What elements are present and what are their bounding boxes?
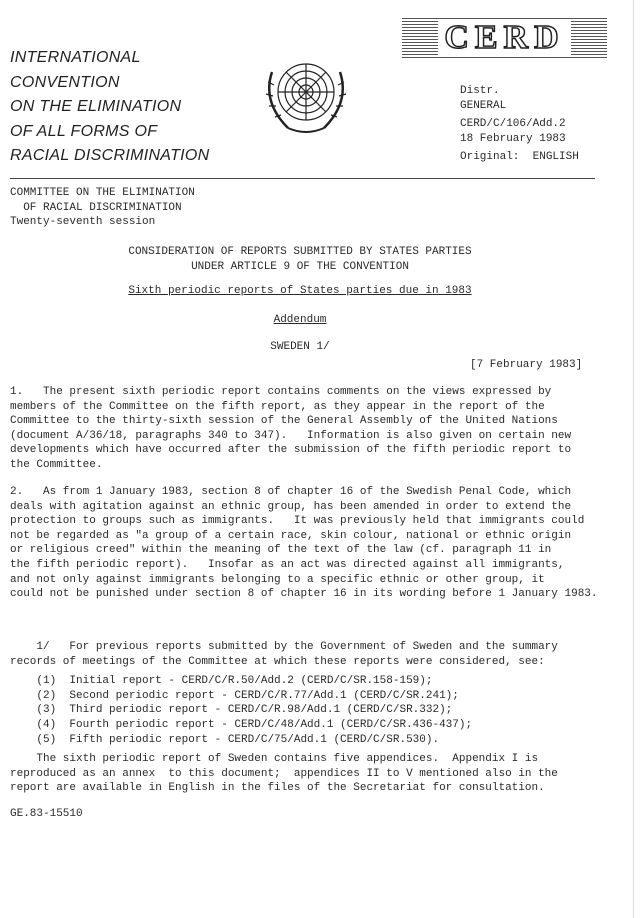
country-heading: SWEDEN 1/	[270, 341, 330, 354]
document-symbol: CERD/C/106/Add.2	[460, 118, 566, 131]
text-line: members of the Committee on the fifth report, as they appear in the report of the	[10, 400, 545, 413]
distribution-label: Distr.	[460, 85, 500, 97]
subtitle: Sixth periodic reports of States parties due in 1983	[128, 285, 472, 298]
report-title	[0, 245, 600, 355]
received-date: [7 February 1983]	[470, 359, 583, 371]
title-line: UNDER ARTICLE 9 OF THE CONVENTION	[191, 260, 409, 273]
paragraph-1	[10, 385, 571, 473]
original-language: Original: ENGLISH	[460, 151, 579, 164]
job-number: GE.83-15510	[10, 808, 83, 820]
title-line: OF ALL FORMS OF	[10, 122, 158, 140]
text-line: (document A/36/18, paragraphs 340 to 347). Information is also given on certain new	[10, 429, 572, 442]
text-line: reproduced as an annex to this document; appendices II to V mentioned also in the	[10, 767, 558, 780]
convention-title	[10, 46, 210, 169]
committee-line: COMMITTEE ON THE ELIMINATION	[10, 187, 195, 199]
text-line: developments which have occurred after the submission of the fifth periodic report to	[10, 444, 572, 457]
text-line: deals with agitation against an ethnic group, has been amended in order to extend the	[10, 500, 572, 513]
text-line: not be regarded as "a group of a certain race, skin colour, national or ethnic origin	[10, 529, 572, 542]
text-line: The sixth periodic report of Sweden contains five appendices. Appendix I is	[10, 753, 539, 766]
committee-block	[10, 186, 195, 230]
text-line: Committee to the thirty-sixth session of the General Assembly of the United Nations	[10, 415, 558, 428]
text-line: protection to groups such as immigrants. It was previously held that immigrants could	[10, 515, 585, 528]
list-item: (5) Fifth periodic report - CERD/C/75/Add.1 (CERD/C/SR.530).	[10, 733, 440, 746]
title-line: RACIAL DISCRIMINATION	[10, 147, 210, 164]
header-divider	[10, 178, 595, 179]
footnote	[10, 640, 558, 796]
text-line: could not be punished under section 8 of chapter 16 in its wording before 1 January 1983.	[10, 588, 598, 601]
text-line: or religious creed" within the meaning of the text of the law (cf. paragraph 11 in	[10, 544, 552, 557]
text-line: the fifth periodic report). Insofar as an act was directed against all immigrants,	[10, 558, 565, 571]
title-line: ON THE ELIMINATION	[10, 98, 182, 115]
text-line: report are available in English in the files of the Secretariat for consultation.	[10, 782, 545, 795]
text-line: 1/ For previous reports submitted by the Government of Sweden and the summary	[10, 641, 558, 653]
text-line: 1. The present sixth periodic report contains comments on the views expressed by	[10, 386, 552, 398]
title-line: INTERNATIONAL	[10, 49, 141, 66]
committee-line: OF RACIAL DISCRIMINATION	[10, 201, 182, 214]
title-line: CONSIDERATION OF REPORTS SUBMITTED BY STATES PARTIES	[128, 246, 472, 258]
addendum-label: Addendum	[273, 313, 327, 326]
logo-text: CERD	[438, 20, 570, 56]
list-item: (3) Third periodic report - CERD/C/R.98/Add.1 (CERD/C/SR.332);	[10, 704, 453, 717]
text-line: records of meetings of the Committee at which these reports were considered, see:	[10, 655, 545, 668]
title-line: CONVENTION	[10, 73, 120, 91]
document-meta	[460, 84, 579, 165]
text-line: the Committee.	[10, 458, 103, 471]
list-item: (2) Second periodic report - CERD/C/R.77/Add.1 (CERD/C/SR.241);	[10, 689, 459, 702]
page-edge	[633, 0, 634, 918]
list-item: (4) Fourth periodic report - CERD/C/48/Add.1 (CERD/C/SR.436-437);	[10, 718, 473, 731]
text-line: and not only against immigrants belonging to a specific ethnic or other group, it	[10, 573, 545, 586]
document-date: 18 February 1983	[460, 132, 566, 145]
session-line: Twenty-seventh session	[10, 216, 156, 229]
list-item: (1) Initial report - CERD/C/R.50/Add.2 (CERD/C/SR.158-159);	[10, 675, 433, 688]
text-line: 2. As from 1 January 1983, section 8 of chapter 16 of the Swedish Penal Code, which	[10, 486, 572, 498]
un-emblem-icon	[258, 52, 354, 140]
distribution-value: GENERAL	[460, 99, 507, 112]
cerd-logo	[402, 16, 607, 60]
paragraph-2	[10, 485, 598, 602]
